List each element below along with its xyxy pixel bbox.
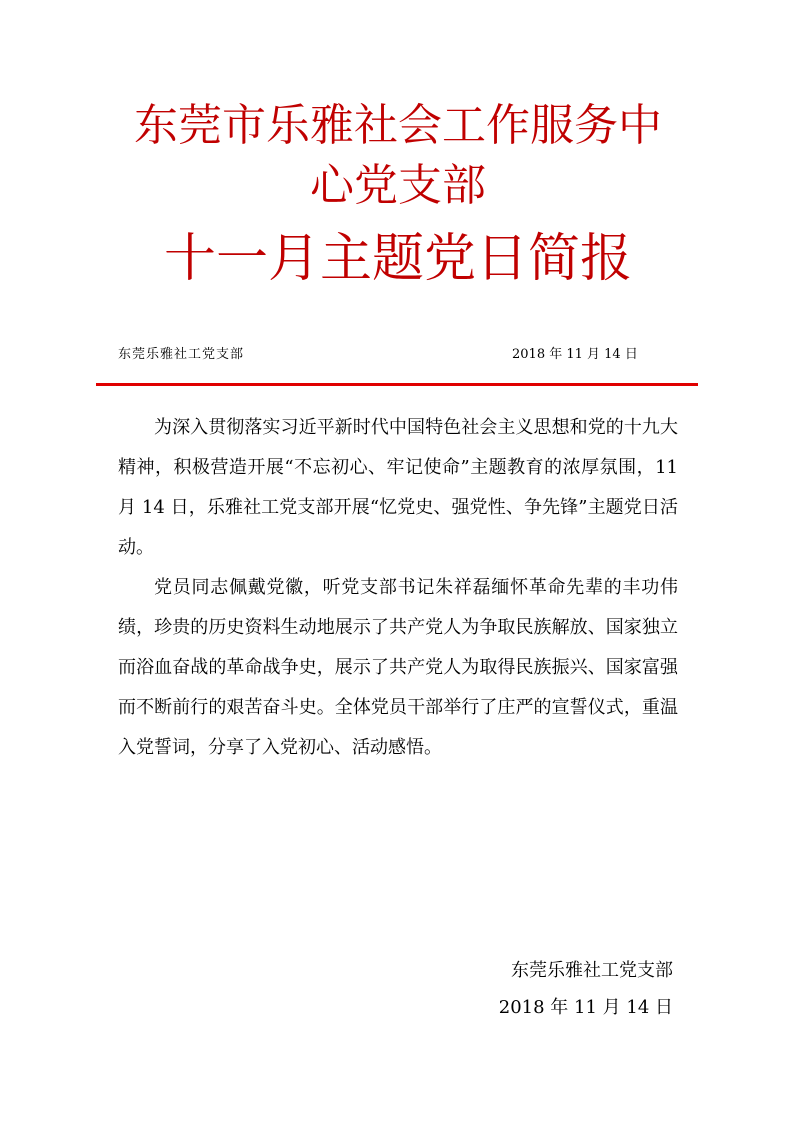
header-divider	[96, 383, 698, 386]
title-line-3: 十一月主题党日简报	[163, 229, 632, 289]
body-text	[118, 408, 678, 768]
title-line-2: 心党支部	[310, 160, 486, 211]
signature-block	[499, 952, 673, 1026]
meta-row	[118, 344, 638, 366]
signature-date: 2018 年 11 月 14 日	[498, 997, 673, 1018]
title-line-1: 东莞市乐雅社会工作服务中	[134, 100, 662, 151]
signature-organization: 东莞乐雅社工党支部	[511, 960, 673, 981]
paragraph-1: 为深入贯彻落实习近平新时代中国特色社会主义思想和党的十九大精神，积极营造开展“不忘初心、牢记使命”主题教育的浓厚氛围，11 月 14 日，乐雅社工党支部开展“忆党史、强党性、争先锋”主题党日活动。	[118, 417, 678, 558]
meta-organization: 东莞乐雅社工党支部	[118, 347, 245, 362]
document-title	[96, 96, 700, 294]
meta-date: 2018 年 11 月 14 日	[512, 347, 638, 362]
paragraph-2: 党员同志佩戴党徽，听党支部书记朱祥磊缅怀革命先辈的丰功伟绩，珍贵的历史资料生动地展示了共产党人为争取民族解放、国家独立而浴血奋战的革命战争史，展示了共产党人为取得民族振兴、国家富强而不断前行的艰苦奋斗史。全体党员干部举行了庄严的宣誓仪式，重温入党誓词，分享了入党初心、活动感悟。	[118, 577, 678, 758]
